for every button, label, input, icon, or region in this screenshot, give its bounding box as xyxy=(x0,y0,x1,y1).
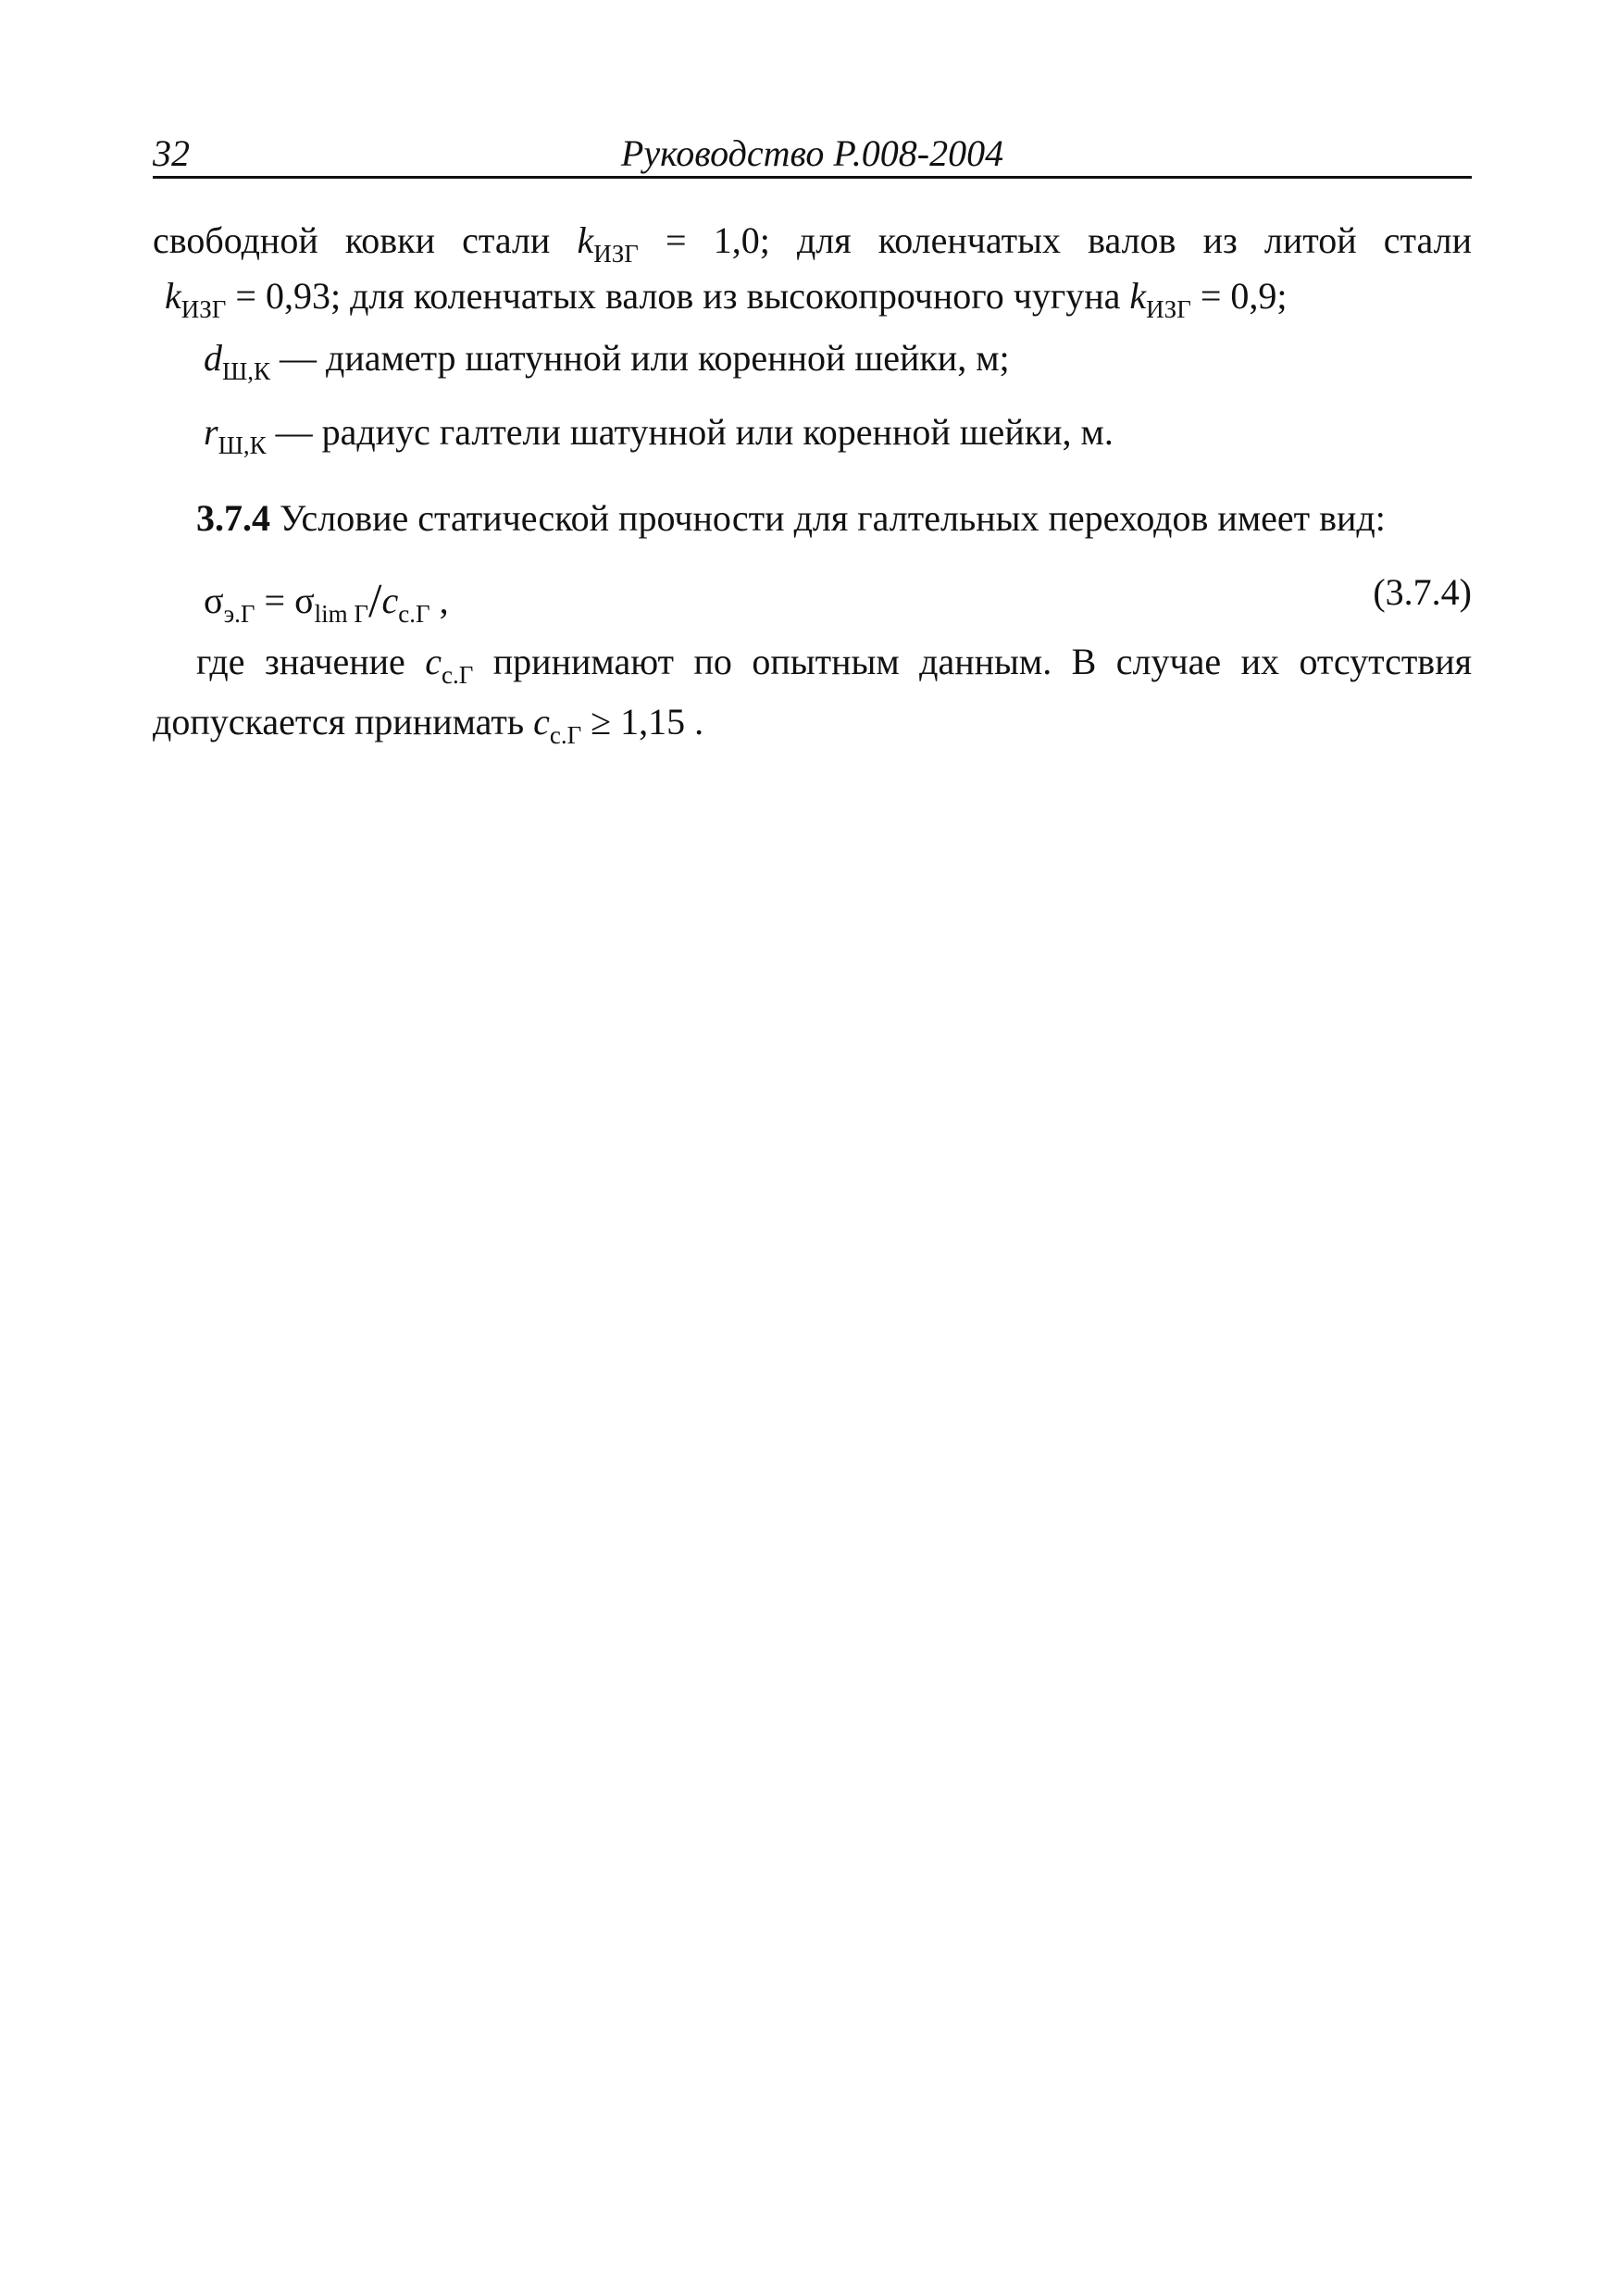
definition-text: — диаметр шатунной или коренной шейки, м; xyxy=(270,337,1010,379)
text-run: где значение xyxy=(196,641,426,682)
sigma-subscript: lim Г xyxy=(314,600,369,628)
sigma-symbol: σ xyxy=(294,580,315,621)
sigma-subscript: э.Г xyxy=(223,600,255,628)
equation-number: (3.7.4) xyxy=(1373,571,1472,613)
k-subscript: ИЗГ xyxy=(593,240,639,268)
definition-r xyxy=(204,411,1114,459)
section-text: Условие статической прочности для галтельных переходов имеет вид: xyxy=(270,497,1386,539)
paragraph-line-1 xyxy=(153,219,1472,268)
paragraph-2-line-2 xyxy=(153,701,704,749)
k-symbol: k xyxy=(165,275,181,317)
r-symbol: r xyxy=(204,411,218,453)
division-slash: / xyxy=(368,575,382,628)
d-subscript: Ш,К xyxy=(222,357,270,385)
section-3-7-4 xyxy=(196,497,1386,539)
text-run: свободной ковки стали xyxy=(153,219,578,261)
definition-d xyxy=(204,337,1010,385)
page-number: 32 xyxy=(153,132,190,174)
equation-3-7-4 xyxy=(204,571,1472,628)
text-run: ≥ 1,15 . xyxy=(581,701,704,742)
text-run: = 1,0; для коленчатых валов из литой стали xyxy=(638,219,1472,261)
k-subscript: ИЗГ xyxy=(1146,295,1191,323)
running-title: Руководство Р.008-2004 xyxy=(620,132,1004,174)
k-symbol: k xyxy=(577,219,594,261)
c-subscript: с.Г xyxy=(398,600,430,628)
paragraph-line-2 xyxy=(165,275,1288,323)
c-subscript: с.Г xyxy=(549,721,582,749)
k-symbol: k xyxy=(1129,275,1147,317)
text-run: = 0,9; xyxy=(1190,275,1288,317)
k-subscript: ИЗГ xyxy=(180,295,227,323)
d-symbol: d xyxy=(204,337,222,379)
c-symbol: c xyxy=(533,701,550,742)
text-run: = 0,93; для коленчатых валов из высокопрочного чугуна xyxy=(226,275,1130,317)
sigma-symbol: σ xyxy=(204,580,224,621)
c-symbol: c xyxy=(425,641,442,682)
comma: , xyxy=(429,580,449,621)
section-number: 3.7.4 xyxy=(196,497,270,539)
text-run: принимают по опытным данным. В случае их отсутствия xyxy=(473,641,1472,682)
c-subscript: с.Г xyxy=(441,661,474,689)
definition-text: — радиус галтели шатунной или коренной шейки, м. xyxy=(266,411,1114,453)
paragraph-2-line-1 xyxy=(196,641,1472,689)
c-symbol: c xyxy=(381,580,399,621)
text-run: допускается принимать xyxy=(153,701,534,742)
r-subscript: Ш,К xyxy=(218,431,267,459)
page-header xyxy=(153,128,1472,179)
equals-sign: = xyxy=(255,580,295,621)
